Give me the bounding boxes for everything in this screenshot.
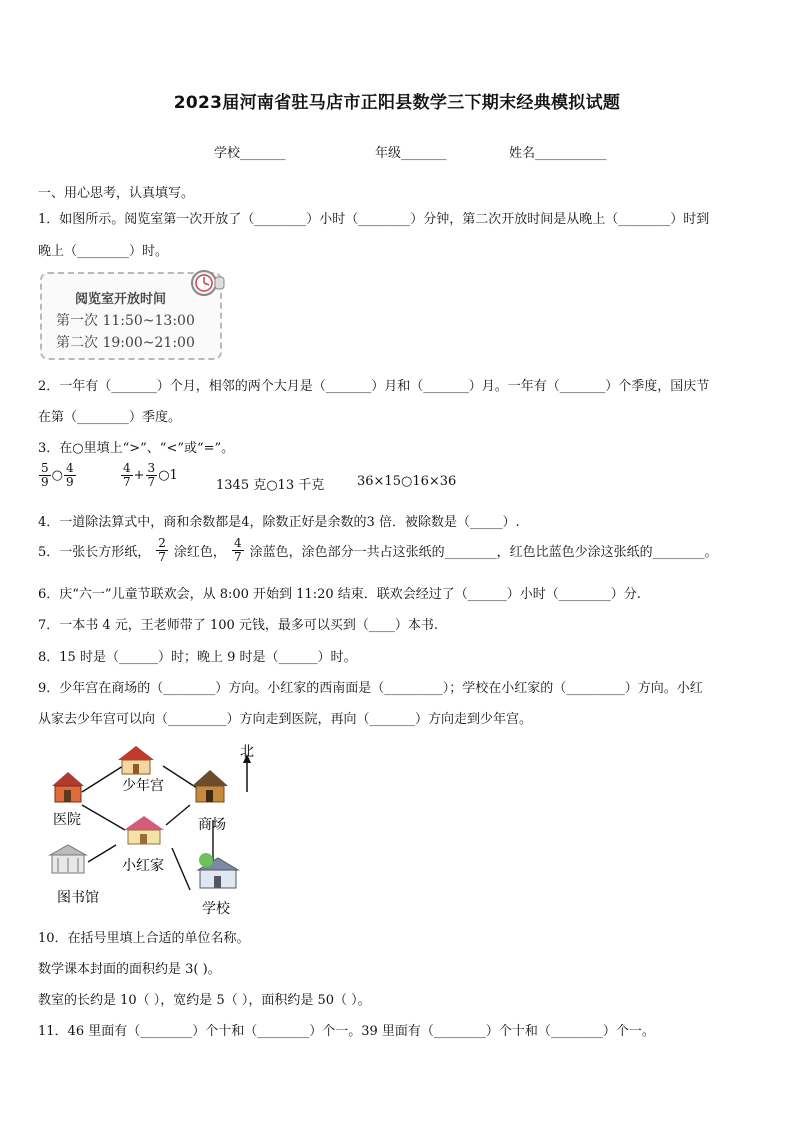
path-palace-mall — [163, 766, 200, 790]
question-3-expr-4: 36×15○16×36 — [357, 474, 457, 489]
path-hospital-home — [82, 805, 125, 830]
question-10-line2: 数学课本封面的面积约是 3( )。 — [38, 962, 221, 977]
question-3-line1: 3．在○里填上“>”、“<”或“=”。 — [38, 441, 235, 456]
path-home-library — [88, 845, 116, 862]
question-10-line1: 10．在括号里填上合适的单位名称。 — [38, 931, 250, 946]
hospital-label: 医院 — [53, 812, 81, 828]
question-3-expr-2: $\frac{4}{7}$ + $\frac{3}{7}$ ○1 — [123, 461, 178, 489]
question-3-expr-3: 1345 克○13 千克 — [216, 478, 325, 493]
page-title: 2023届河南省驻马店市正阳县数学三下期末经典模拟试题 — [173, 93, 621, 113]
section-heading: 一、用心思考，认真填写。 — [38, 186, 195, 201]
question-5: 5．一张长方形纸， $\frac{2}{7}$ 涂红色， $\frac{4}{7}$ 涂蓝色，涂色部分一共占这张纸的________，红色比蓝色少涂这张纸的________。 — [38, 536, 718, 564]
question-3-expr-1: $\frac{5}{9}$ ○ $\frac{4}{9}$ — [41, 461, 74, 489]
clock-icon — [188, 268, 228, 302]
question-2-line1: 2．一年有（_______）个月，相邻的两个大月是（_______）月和（_______）月。一年有（_______）个季度，国庆节 — [38, 379, 710, 394]
home-house-icon — [124, 816, 164, 844]
hospital-house-icon — [52, 772, 84, 802]
path-home-school — [172, 848, 190, 890]
library-label: 图书馆 — [57, 890, 99, 906]
name-field[interactable]: 姓名___________ — [509, 146, 607, 161]
opening-hours-board — [40, 272, 222, 360]
path-mall-home — [166, 805, 190, 825]
path-hospital-palace — [82, 766, 123, 792]
mall-label: 商场 — [198, 817, 226, 833]
question-9-line1: 9．少年宫在商场的（________）方向。小红家的西南面是（_________）；学校在小红家的（_________）方向。小红 — [38, 681, 703, 696]
school-label: 学校 — [202, 901, 230, 917]
question-4: 4．一道除法算式中，商和余数都是4，除数正好是余数的3 倍．被除数是（_____）. — [38, 515, 520, 530]
library-building-icon — [50, 845, 86, 873]
mall-house-icon — [192, 770, 228, 802]
question-2-line2: 在第（________）季度。 — [38, 410, 182, 425]
school-field[interactable]: 学校_______ — [214, 146, 286, 161]
direction-map — [40, 730, 270, 920]
school-building-icon — [198, 853, 238, 888]
question-8: 8．15 时是（______）时；晚上 9 时是（______）时。 — [38, 650, 357, 665]
grade-field[interactable]: 年级_______ — [375, 146, 447, 161]
question-11: 11．46 里面有（________）个十和（________）个一。39 里面有（________）个十和（________）个一。 — [38, 1024, 655, 1039]
palace-label: 少年宫 — [122, 778, 164, 794]
north-label: 北 — [240, 744, 254, 760]
question-1-line2: 晚上（________）时。 — [38, 244, 169, 259]
home-label: 小红家 — [122, 858, 164, 874]
board-row-2: 第二次 19:00~21:00 — [56, 335, 195, 351]
question-10-line3: 教室的长约是 10（ ），宽约是 5（ ），面积约是 50（ ）。 — [38, 993, 371, 1008]
palace-house-icon — [118, 746, 154, 774]
board-title: 阅览室开放时间 — [75, 292, 167, 307]
question-6: 6．庆“六一”儿童节联欢会，从 8:00 开始到 11:20 结束．联欢会经过了（______）小时（________）分. — [38, 587, 641, 602]
question-7: 7．一本书 4 元，王老师带了 100 元钱，最多可以买到（____）本书. — [38, 618, 439, 633]
question-9-line2: 从家去少年宫可以向（_________）方向走到医院，再向（_______）方向走到少年宫。 — [38, 712, 533, 727]
question-1-line1: 1．如图所示。阅览室第一次开放了（________）小时（________）分钟，第二次开放时间是从晚上（________）时到 — [38, 212, 710, 227]
board-row-1: 第一次 11:50~13:00 — [56, 313, 195, 329]
